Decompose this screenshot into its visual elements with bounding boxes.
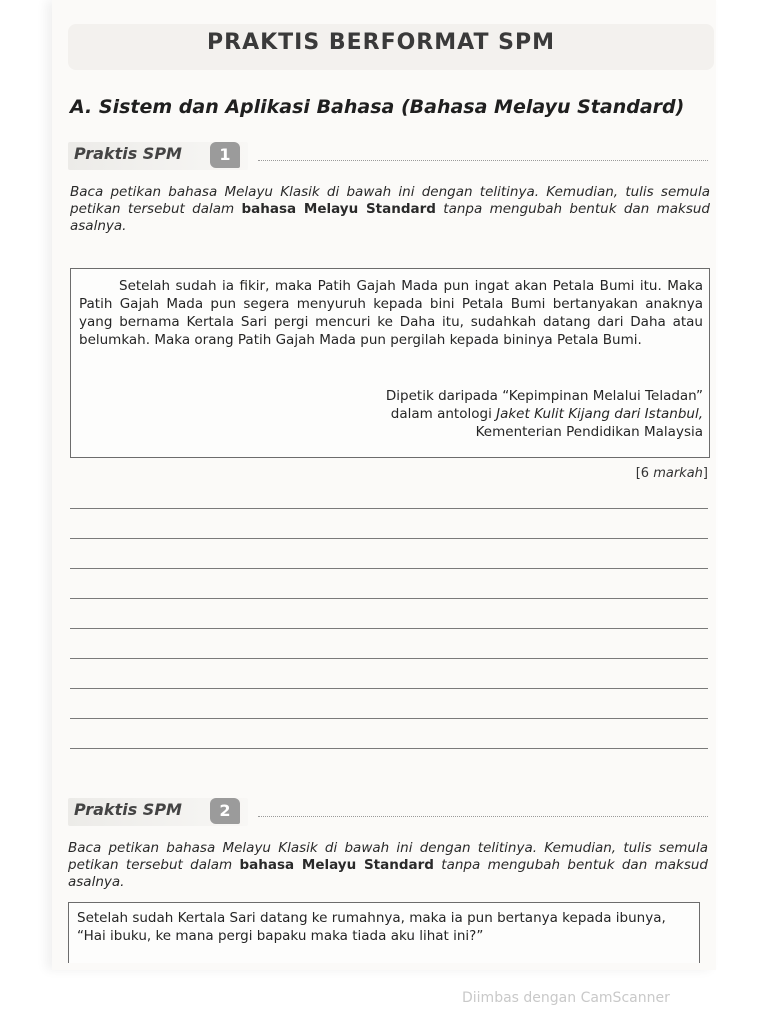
passage-text: Setelah sudah ia fikir, maka Patih Gajah Mada pun ingat akan Petala Bumi itu. Maka Patih Gajah Mada pun segera menyuruh kepada bini Petala Bumi bertanyakan anaknya yang bernama Kertala Sari pergi mencuri ke Daha itu, sudahkah datang dari Daha atau belumkah. Maka orang Patih Gajah Mada pun pergilah kepada bininya Petala Bumi. <box>79 278 703 348</box>
citation-line-2 <box>283 405 703 423</box>
heading-rule <box>258 160 708 161</box>
heading-rule <box>258 816 708 817</box>
marks-open: [6 <box>635 466 654 481</box>
instruction-text: Baca petikan bahasa Melayu Klasik di bawah ini dengan telitinya. Kemudian, tulis semula petikan tersebut dalam <box>70 184 710 217</box>
scanner-watermark: Diimbas dengan CamScanner <box>462 990 670 1006</box>
marks-label <box>636 466 708 481</box>
praktis-2-heading <box>68 798 708 826</box>
instruction-text-end: tanpa mengubah bentuk dan maksud asalnya. <box>70 201 710 234</box>
section-title: A. Sistem dan Aplikasi Bahasa (Bahasa Melayu Standard) <box>70 96 685 118</box>
marks-close: ] <box>702 466 708 481</box>
instruction-text: Baca petikan bahasa Melayu Klasik di bawah ini dengan telitinya. Kemudian, tulis semula petikan tersebut dalam <box>68 840 708 873</box>
passage-box <box>70 268 710 458</box>
book-page <box>52 0 716 970</box>
answer-line[interactable] <box>70 538 708 539</box>
citation-prefix: dalam antologi <box>390 406 497 422</box>
marks-word: markah <box>653 466 703 481</box>
answer-line[interactable] <box>70 748 708 749</box>
answer-line[interactable] <box>70 718 708 719</box>
answer-line[interactable] <box>70 598 708 599</box>
citation-line-3: Kementerian Pendidikan Malaysia <box>475 424 703 440</box>
praktis-1-instruction <box>70 184 710 235</box>
citation-line-1: Dipetik daripada “Kepimpinan Melalui Teladan” <box>385 388 703 404</box>
answer-line[interactable] <box>70 568 708 569</box>
praktis-label: Praktis SPM <box>74 144 182 163</box>
citation <box>283 387 703 441</box>
anthology-title: Jaket Kulit Kijang dari Istanbul, <box>496 406 703 422</box>
praktis-1-heading <box>68 142 708 170</box>
instruction-emphasis: bahasa Melayu Standard <box>239 857 434 873</box>
praktis-number-badge: 1 <box>210 142 240 168</box>
praktis-number-badge: 2 <box>210 798 240 824</box>
passage-box-2 <box>68 902 700 963</box>
answer-line[interactable] <box>70 508 708 509</box>
answer-line[interactable] <box>70 658 708 659</box>
instruction-emphasis: bahasa Melayu Standard <box>241 201 436 217</box>
answer-line[interactable] <box>70 628 708 629</box>
instruction-text-end: tanpa mengubah bentuk dan maksud asalnya. <box>68 857 708 890</box>
classical-passage-2: Setelah sudah Kertala Sari datang ke rumahnya, maka ia pun bertanya kepada ibunya, “Hai ibuku, ke mana pergi bapaku maka tiada aku lihat ini?” <box>77 910 666 944</box>
main-title: PRAKTIS BERFORMAT SPM <box>207 30 555 55</box>
praktis-2-instruction <box>68 840 708 891</box>
answer-line[interactable] <box>70 688 708 689</box>
praktis-label: Praktis SPM <box>74 800 182 819</box>
classical-passage <box>79 277 703 349</box>
